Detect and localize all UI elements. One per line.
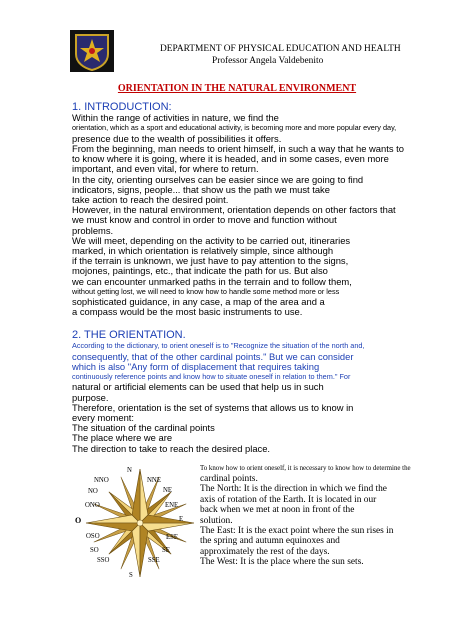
text-line: The situation of the cardinal points xyxy=(72,422,215,434)
department-logo xyxy=(70,30,114,72)
orientation-text xyxy=(72,341,412,454)
compass-label-sso: SSO xyxy=(97,557,110,564)
text-line: the spring and autumn equinoxes and xyxy=(200,536,340,547)
compass-label-ene: ENE xyxy=(165,502,179,509)
text-line: However, in the natural environment, orientation depends on other factors that xyxy=(72,204,396,216)
text-line: natural or artificial elements can be used that help us in such xyxy=(72,381,324,393)
text-line: The North: It is the direction in which we find the xyxy=(200,484,387,495)
text-line: to know where it is going, where it is headed, and in some cases, even more xyxy=(72,153,389,165)
compass-label-sse: SSE xyxy=(148,557,160,564)
text-line: The West: It is the place where the sun sets. xyxy=(200,557,364,568)
compass-label-no: NO xyxy=(88,488,98,495)
compass-label-ese: ESE xyxy=(166,534,179,541)
compass-label-o: O xyxy=(75,516,82,525)
compass-label-nne: NNE xyxy=(147,477,161,484)
text-line: problems. xyxy=(72,224,114,236)
text-line: approximately the rest of the days. xyxy=(200,546,330,557)
cardinal-points-text xyxy=(200,463,430,568)
compass-label-n: N xyxy=(127,467,132,474)
text-line: orientation, which as a sport and educational activity, is becoming more and more popular every day, xyxy=(72,123,397,133)
text-line: if the terrain is unknown, we just have to pay attention to the signs, xyxy=(72,255,349,267)
text-line: The East: It is the exact point where the sun rises in xyxy=(200,526,394,537)
text-line: continuously reference points and know how to situate oneself in relation to them." For xyxy=(72,371,351,381)
text-line: we must know and control in order to move and function without xyxy=(72,214,337,226)
text-line: purpose. xyxy=(72,391,109,403)
text-line: every moment: xyxy=(72,412,134,424)
professor-name: Professor Angela Valdebenito xyxy=(212,56,324,66)
compass-label-ono: ONO xyxy=(85,502,100,509)
compass-label-s: S xyxy=(129,572,133,579)
text-line: From the beginning, man needs to orient himself, in such a way that he wants to xyxy=(72,142,404,154)
text-line: back when we met at noon in front of the xyxy=(200,505,355,516)
section-heading-orientation: 2. THE ORIENTATION. xyxy=(72,329,186,341)
text-line: without getting lost, we will need to know how to handle some method more or less xyxy=(72,286,340,296)
compass-label-e: E xyxy=(179,516,184,523)
text-line: which is also "Any form of displacement that requires taking xyxy=(72,360,320,372)
text-line: marked, in which orientation is relatively simple, since although xyxy=(72,244,334,256)
text-line: We will meet, depending on the activity to be carried out, itineraries xyxy=(72,234,351,246)
department-name: DEPARTMENT OF PHYSICAL EDUCATION AND HEALTH xyxy=(160,44,401,54)
text-line: sophisticated guidance, in any case, a map of the area and a xyxy=(72,296,325,308)
text-line: consequently, that of the other cardinal points." But we can consider xyxy=(72,350,354,362)
text-line: Within the range of activities in nature, we find the xyxy=(72,112,279,123)
text-line: Therefore, orientation is the set of systems that allows us to know in xyxy=(72,401,354,413)
text-line: indicators, signs, people... that show us the path we must take xyxy=(72,183,330,195)
text-line: important, and even vital, for where to return. xyxy=(72,163,259,175)
text-line: The direction to take to reach the desired place. xyxy=(72,442,271,454)
text-line: we can encounter unmarked paths in the terrain and to follow them, xyxy=(72,275,352,287)
section-heading-introduction: 1. INTRODUCTION: xyxy=(72,101,172,113)
text-line: mojones, paintings, etc., that indicate the path for us. But also xyxy=(72,265,328,277)
text-line: To know how to orient oneself, it is necessary to know how to determine the xyxy=(200,465,411,472)
compass-label-nno: NNO xyxy=(94,477,109,484)
compass-label-se: SE xyxy=(162,547,170,554)
text-line: solution. xyxy=(200,515,233,526)
text-line: presence due to the wealth of possibilities it offers. xyxy=(72,132,282,144)
text-line: cardinal points. xyxy=(200,474,258,484)
compass-label-oso: OSO xyxy=(86,533,100,540)
compass-label-so: SO xyxy=(90,547,99,554)
text-line: In the city, orienting ourselves can be easier since we are going to find xyxy=(72,173,364,185)
text-line: take action to reach the desired point. xyxy=(72,193,229,205)
compass-label-ne: NE xyxy=(163,487,173,494)
text-line: According to the dictionary, to orient oneself is to "Recognize the situation of the north and, xyxy=(72,341,365,350)
text-line: The place where we are xyxy=(72,432,173,444)
page-title: ORIENTATION IN THE NATURAL ENVIRONMENT xyxy=(117,83,357,94)
text-line: axis of rotation of the Earth. It is located in our xyxy=(200,494,377,505)
introduction-text xyxy=(72,113,412,318)
text-line: a compass would be the most basic instruments to use. xyxy=(72,306,303,318)
